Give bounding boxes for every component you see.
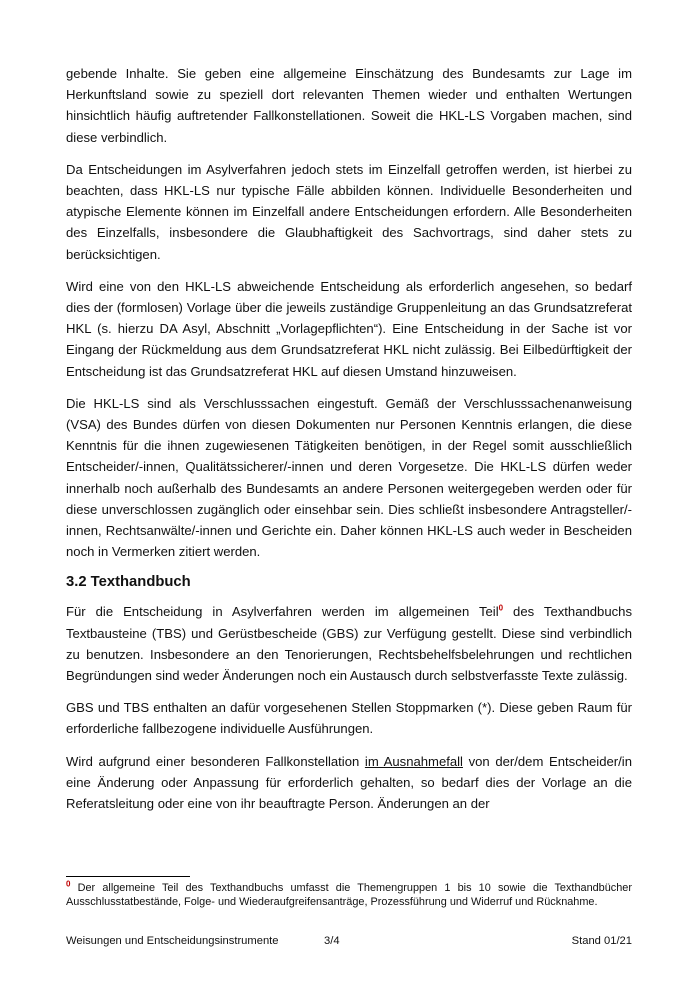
text-segment: des Texthandbuchs Textbausteine (TBS) und Gerüstbescheide (GBS) zur Verfügung gestellt. Diese sind verbindlich zu benutzen. Insbesondere an den Tenorierungen, Rechtsbehelfsbelehrungen und rechtlichen Begründungen sind weder Änderungen noch ein Austausch durch selbstverfasste Texte zulässig. bbox=[66, 604, 632, 684]
body-text bbox=[66, 63, 632, 825]
footer-title: Weisungen und Entscheidungsinstrumente bbox=[66, 935, 279, 947]
footer-date: Stand 01/21 bbox=[571, 935, 632, 947]
underlined-text: im Ausnahmefall bbox=[364, 753, 463, 769]
footnote-separator bbox=[66, 876, 190, 877]
paragraph-stoppmarken: GBS und TBS enthalten an dafür vorgesehenen Stellen Stoppmarken (*). Diese geben Raum für erforderliche fallbezogene individuelle Ausführungen. bbox=[66, 700, 632, 737]
paragraph-hkl-intro: gebende Inhalte. Sie geben eine allgemeine Einschätzung des Bundesamts zur Lage im Herkunftsland sowie zu speziell dort relevanten Themen wieder und enthalten Wertungen hinsichtlich häufig auftretender Fallkonstellationen. Soweit die HKL-LS Vorgaben machen, sind diese verbindlich. bbox=[66, 66, 632, 145]
section-heading: 3.2 Texthandbuch bbox=[66, 574, 191, 591]
page-number: 3/4 bbox=[324, 935, 340, 947]
footnote-text: Der allgemeine Teil des Texthandbuchs umfasst die Themengruppen 1 bis 10 sowie die Texthandbücher Ausschlusstatbestände, Folge- und Wiederaufgreifensanträge, Prozessführung und Widerruf und Rücknahme. bbox=[66, 882, 632, 908]
paragraph-ausnahmefall bbox=[66, 751, 632, 815]
footnote-marker: 0 bbox=[66, 879, 71, 889]
paragraph-abweichende-entscheidung: Wird eine von den HKL-LS abweichende Entscheidung als erforderlich angesehen, so bedarf dies der (formlosen) Vorlage über die jeweils zuständige Gruppenleitung an das Grundsatzreferat HKL (s. hierzu DA Asyl, Abschnitt „Vorlagepflichten“). Eine Entscheidung in der Sache ist vor Eingang der Rückmeldung aus dem Grundsatzreferat HKL nicht zulässig. Bei Eilbedürftigkeit der Entscheidung ist das Grundsatzreferat HKL auf diesen Umstand hinzuweisen. bbox=[66, 278, 632, 379]
footnote bbox=[66, 881, 632, 909]
footnote-reference[interactable]: 0 bbox=[498, 604, 504, 614]
text-segment: Für die Entscheidung in Asylverfahren werden im allgemeinen Teil bbox=[66, 604, 499, 620]
text-segment: Wird aufgrund einer besonderen Fallkonstellation bbox=[66, 753, 365, 769]
paragraph-verschlusssachen: Die HKL-LS sind als Verschlusssachen eingestuft. Gemäß der Verschlusssachenanweisung (VSA) des Bundes dürfen von diesen Dokumenten nur Personen Kenntnis erlangen, die diese Kenntnis für die ihnen zugewiesenen Tätigkeiten benötigen, in der Regel somit ausschließlich Entscheider/-innen, Qualitätssicherer/-innen und deren Vorgesetze. Die HKL-LS dürfen weder innerhalb noch außerhalb des Bundesamts an andere Personen weitergegeben werden oder für diese unverschlossen zugänglich oder einsehbar sein. Dies schließt insbesondere Antragsteller/-innen, Rechtsanwälte/-innen und Gerichte ein. Daher können HKL-LS auch weder in Bescheiden noch in Vermerken zitiert werden. bbox=[66, 395, 632, 560]
text-segment: von der/dem Entscheider/in eine Änderung oder Anpassung für erforderlich gehalten, so bedarf dies der Vorlage an die Referatsleitung oder eine von ihr beauftragte Person. Änderungen an der bbox=[66, 753, 632, 812]
paragraph-einzelfall: Da Entscheidungen im Asylverfahren jedoch stets im Einzelfall getroffen werden, ist hierbei zu beachten, dass HKL-LS nur typische Fälle abbilden können. Individuelle Besonderheiten und atypische Elemente können im Einzelfall andere Entscheidungen erfordern. Alle Besonderheiten des Einzelfalls, insbesondere die Glaubhaftigkeit des Sachvortrags, sind daher stets zu berücksichtigen. bbox=[66, 161, 632, 262]
paragraph-texthandbuch bbox=[66, 601, 632, 686]
